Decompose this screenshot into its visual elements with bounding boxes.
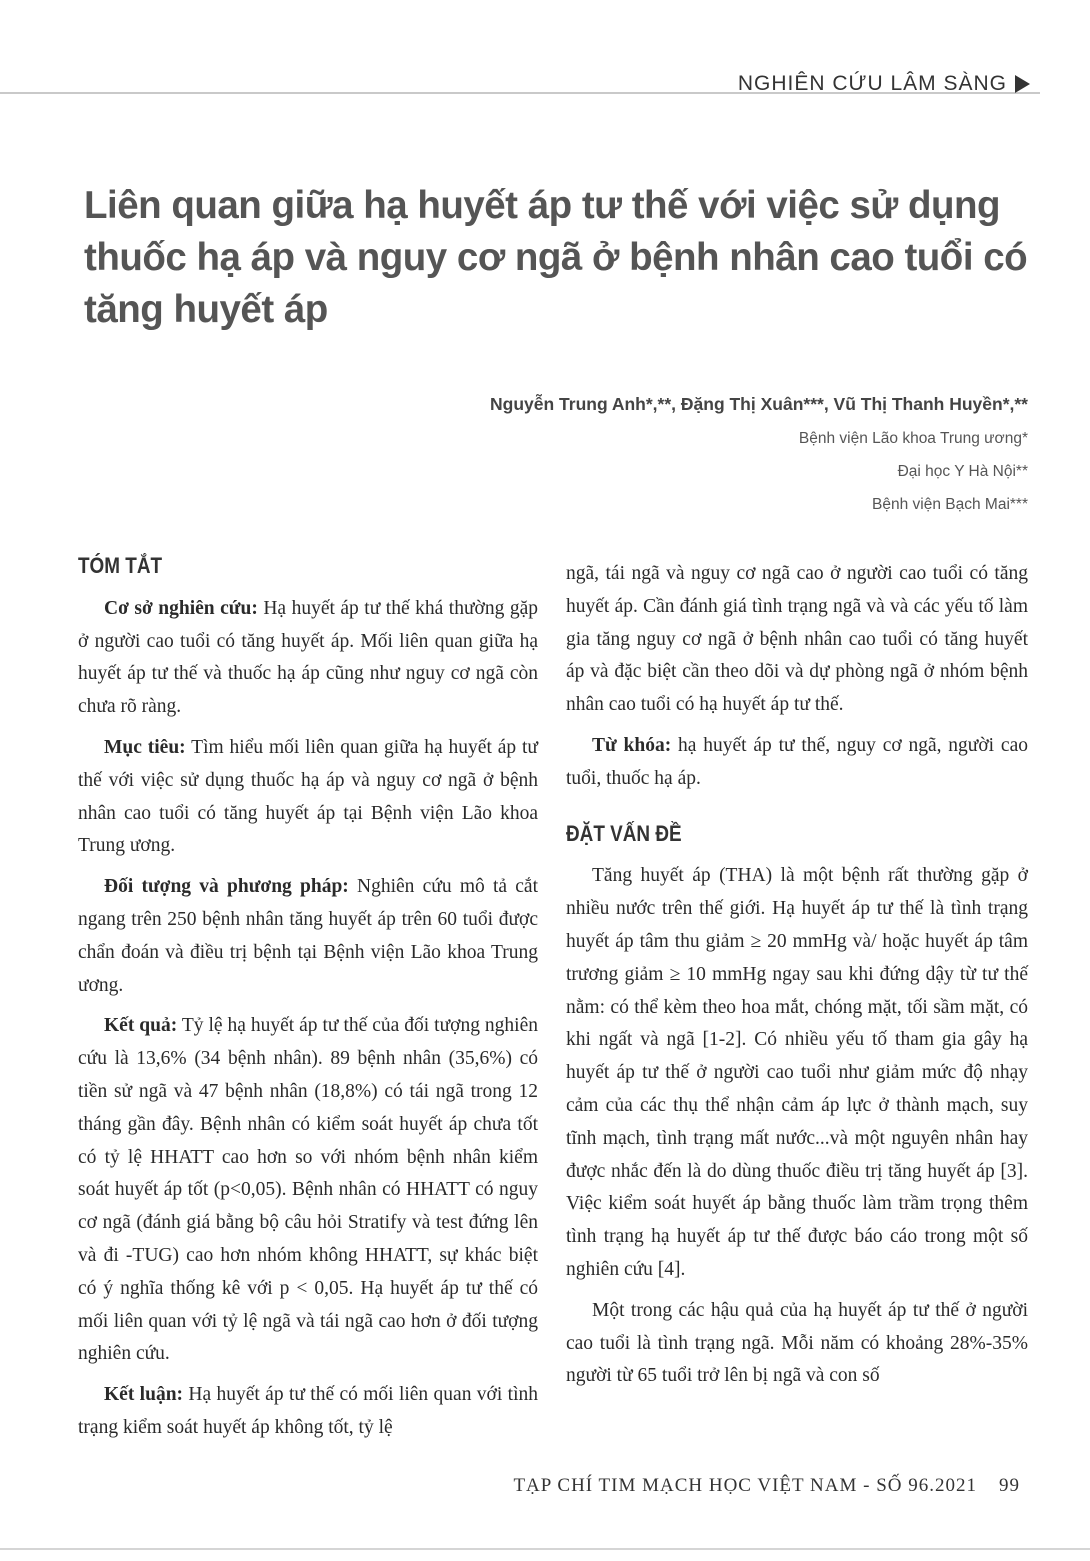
right-column (566, 558, 1028, 1401)
paragraph-text: Nghiên cứu mô tả cắt ngang trên 250 bệnh nhân tăng huyết áp trên 60 tuổi được chẩn đoán và điều trị bệnh tại Bệnh viện Lão khoa Trung ương. (78, 876, 538, 996)
authors: Nguyễn Trung Anh*,**, Đặng Thị Xuân***, Vũ Thị Thanh Huyền*,** (490, 394, 1028, 414)
keywords-label: Từ khóa: (592, 734, 672, 756)
footer (0, 1475, 1020, 1497)
paragraph-text: Hạ huyết áp tư thế có mối liên quan với tình trạng kiểm soát huyết áp không tốt, tỷ lệ (78, 1384, 538, 1438)
intro-heading: ĐẶT VẤN ĐỀ (566, 820, 682, 846)
section-header (738, 72, 1030, 96)
section-label: NGHIÊN CỨU LÂM SÀNG (737, 72, 1007, 95)
paragraph-label: Mục tiêu: (104, 736, 186, 758)
paragraph-label: Kết quả: (104, 1015, 178, 1037)
keywords-text: hạ huyết áp tư thế, nguy cơ ngã, người cao tuổi, thuốc hạ áp. (566, 734, 1028, 789)
abstract-paragraph (78, 871, 538, 1002)
intro-paragraph: Tăng huyết áp (THA) là một bệnh rất thường gặp ở nhiều nước trên thế giới. Hạ huyết áp tư thế là tình trạng huyết áp tâm thu giảm ≥ 20 mmHg và/ hoặc huyết áp tâm trương giảm ≥ 10 mmHg ngay sau khi đứng dậy từ tư thế nằm: có thể kèm theo hoa mắt, chóng mặt, tối sầm mặt, có khi ngất và ngã [1-2]. Có nhiều yếu tố tham gia gây hạ huyết áp tư thế ở người cao tuổi như giảm mức độ nhạy cảm của các thụ thể nhận cảm áp lực ở thành mạch, suy tĩnh mạch, tình trạng mất nước...và một nguyên nhân hay được nhắc đến là do dùng thuốc điều trị tăng huyết áp [3]. Việc kiểm soát huyết áp bằng thuốc làm trầm trọng thêm tình trạng hạ huyết áp tư thế được báo cáo trong một số nghiên cứu [4]. (566, 865, 1028, 1280)
abstract-continuation: ngã, tái ngã và nguy cơ ngã cao ở người cao tuổi có tăng huyết áp. Cần đánh giá tình trạng ngã và và các yếu tố làm gia tăng nguy cơ ngã ở bệnh nhân cao tuổi có tăng huyết áp và đặc biệt cần theo dõi và dự phòng ngã ở nhóm bệnh nhân cao tuổi có hạ huyết áp tư thế. (566, 563, 1028, 716)
abstract-heading: TÓM TẮT (78, 553, 163, 578)
keywords (566, 730, 1028, 796)
paragraph-label: Cơ sở nghiên cứu: (104, 597, 258, 619)
paragraph-label: Kết luận: (104, 1384, 184, 1406)
abstract-paragraph (78, 1379, 538, 1445)
affiliation: Đại học Y Hà Nội** (897, 463, 1028, 480)
left-column (78, 550, 538, 1453)
intro-paragraph: Một trong các hậu quả của hạ huyết áp tư thế ở người cao tuổi là tình trạng ngã. Mỗi năm có khoảng 28%-35% người từ 65 tuổi trở lên bị ngã và con số (566, 1299, 1028, 1387)
affiliation: Bệnh viện Bạch Mai*** (872, 496, 1028, 513)
journal-name: TẠP CHÍ TIM MẠCH HỌC VIỆT NAM - SỐ 96.2021 (513, 1475, 977, 1496)
paragraph-text: Tìm hiểu mối liên quan giữa hạ huyết áp tư thế với việc sử dụng thuốc hạ áp và nguy cơ ngã ở bệnh nhân cao tuổi có tăng huyết áp tại Bệnh viện Lão khoa Trung ương. (78, 736, 538, 857)
abstract-paragraph (78, 593, 538, 724)
affiliation: Bệnh viện Lão khoa Trung ương* (798, 430, 1028, 447)
article-title: Liên quan giữa hạ huyết áp tư thế với việc sử dụng thuốc hạ áp và nguy cơ ngã ở bệnh nhân cao tuổi có tăng huyết áp (84, 184, 1028, 331)
paragraph-text: Tỷ lệ hạ huyết áp tư thế của đối tượng nghiên cứu là 13,6% (34 bệnh nhân). 89 bệnh nhân (35,6%) có tiền sử ngã và 47 bệnh nhân (18,8%) có tái ngã trong 12 tháng gần đây. Bệnh nhân có kiểm soát huyết áp chưa tốt có tỷ lệ HHATT cao hơn so với nhóm bệnh nhân kiểm soát huyết áp tốt (p<0,05). Bệnh nhân có HHATT có nguy cơ ngã (đánh giá bằng bộ câu hỏi Stratify và test đứng lên và đi -TUG) cao hơn nhóm không HHATT, sự khác biệt có ý nghĩa thống kê với p < 0,05. Hạ huyết áp tư thế có mối liên quan với tỷ lệ ngã và tái ngã cao hơn ở đối tượng nghiên cứu. (78, 1015, 538, 1365)
abstract-paragraph (78, 1010, 538, 1371)
bottom-rule (0, 1548, 1090, 1550)
paragraph-label: Đối tượng và phương pháp: (104, 876, 349, 898)
page-number: 99 (999, 1475, 1020, 1496)
triangle-icon (1015, 75, 1030, 93)
abstract-paragraph (78, 732, 538, 863)
paragraph-text: Hạ huyết áp tư thế khá thường gặp ở người cao tuổi có tăng huyết áp. Mối liên quan giữa hạ huyết áp tư thế và thuốc hạ áp cũng như nguy cơ ngã còn chưa rõ ràng. (78, 597, 538, 718)
